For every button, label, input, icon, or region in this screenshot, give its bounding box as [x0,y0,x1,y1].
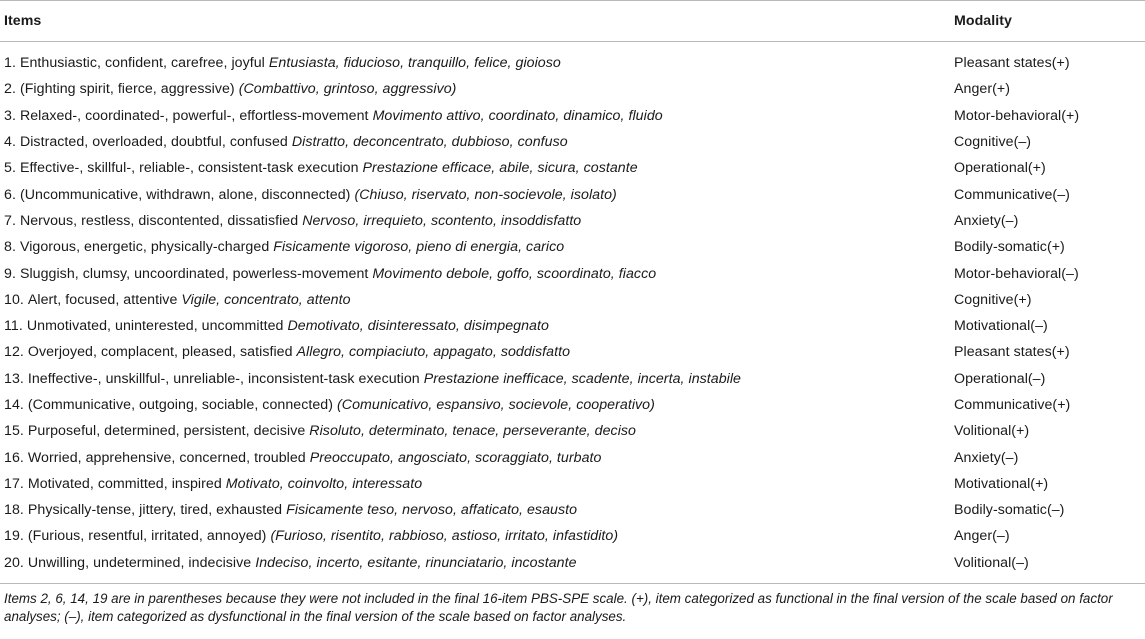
item-cell [0,287,954,313]
item-number: 20. [4,554,24,571]
item-italian: Preoccupato, angosciato, scoraggiato, turbato [309,449,602,466]
item-italian: (Furioso, risentito, rabbioso, astioso, irritato, infastidito) [270,528,619,545]
modality-cell: Cognitive(+) [954,291,1032,308]
modality-cell: Pleasant states(+) [954,344,1070,361]
item-cell [0,234,954,260]
item-english: (Fighting spirit, fierce, aggressive) [19,81,235,98]
item-italian: Indeciso, incerto, esitante, rinunciatario, incostante [255,554,577,571]
item-cell [0,471,954,497]
table-row [0,471,1145,497]
item-cell [0,103,954,129]
item-cell [0,42,954,77]
modality-cell: Cognitive(–) [954,134,1032,151]
item-cell [0,129,954,155]
item-italian: Movimento attivo, coordinato, dinamico, fluido [372,107,663,124]
item-number: 17. [4,475,24,492]
item-english: Vigorous, energetic, physically-charged [19,239,270,256]
modality-cell: Motor-behavioral(–) [954,265,1079,282]
item-italian: Fisicamente vigoroso, pieno di energia, carico [273,239,565,256]
item-cell [0,366,954,392]
item-number: 15. [4,423,24,440]
modality-cell: Pleasant states(+) [954,55,1070,72]
item-english: Overjoyed, complacent, pleased, satisfied [27,344,293,361]
table-row [0,260,1145,286]
item-cell [0,550,954,584]
header-modality: Modality [954,1,1145,42]
item-italian: Prestazione inefficace, scadente, incerta, instabile [423,370,742,387]
item-english: Worried, apprehensive, concerned, troubled [27,449,306,466]
table-row [0,418,1145,444]
item-number: 19. [4,528,24,545]
table-row [0,366,1145,392]
table-row [0,287,1145,313]
item-cell [0,313,954,339]
item-english: Sluggish, clumsy, uncoordinated, powerless-movement [19,265,369,282]
table-row [0,155,1145,181]
item-cell [0,444,954,470]
table-row [0,129,1145,155]
table-footnote: Items 2, 6, 14, 19 are in parentheses because they were not included in the final 16-item PBS-SPE scale. (+), item categorized as functional in the final version of the scale based on factor analyses; (–), item categorized as dysfunctional in the final version of the scale based on factor analyses. [4,590,1113,624]
item-english: Alert, focused, attentive [27,291,178,308]
item-english: (Uncommunicative, withdrawn, alone, disconnected) [19,186,351,203]
item-english: Ineffective-, unskillful-, unreliable-, inconsistent-task execution [27,370,420,387]
item-italian: Demotivato, disinteressato, disimpegnato [287,318,549,335]
table-row [0,550,1145,584]
item-cell [0,523,954,549]
modality-cell: Motivational(+) [954,475,1049,492]
item-number: 14. [4,397,24,413]
item-italian: Allegro, compiaciuto, appagato, soddisfatto [296,344,571,361]
item-cell [0,260,954,286]
item-number: 3. [4,107,16,124]
modality-cell: Motor-behavioral(+) [954,107,1080,124]
item-italian: Fisicamente teso, nervoso, affaticato, esausto [286,502,578,519]
item-cell [0,155,954,181]
item-number: 12. [4,344,24,361]
table-row [0,313,1145,339]
table-row [0,339,1145,365]
table-header-row [0,1,1145,42]
item-italian: (Chiuso, riservato, non-socievole, isolato) [354,186,617,203]
table-row [0,234,1145,260]
item-english: Purposeful, determined, persistent, decisive [27,423,306,440]
item-number: 11. [4,318,23,335]
table-row [0,523,1145,549]
modality-cell: Operational(+) [954,160,1046,177]
table-row [0,444,1145,470]
table-row [0,208,1145,234]
item-cell [0,181,954,207]
item-english: Enthusiastic, confident, carefree, joyful [19,55,265,72]
item-number: 18. [4,502,24,519]
table-row [0,181,1145,207]
item-english: Physically-tense, jittery, tired, exhausted [27,502,283,519]
modality-cell: Communicative(–) [954,186,1070,203]
item-cell [0,418,954,444]
item-italian: Prestazione efficace, abile, sicura, costante [362,160,638,177]
item-italian: Distratto, deconcentrato, dubbioso, confuso [291,134,568,151]
item-english: Motivated, committed, inspired [27,475,222,492]
item-cell [0,392,954,418]
item-italian: (Combattivo, grintoso, aggressivo) [238,81,457,98]
modality-cell: Volitional(–) [954,550,1145,584]
modality-cell: Operational(–) [954,370,1046,387]
modality-cell: Bodily-somatic(–) [954,502,1065,519]
item-english: Nervous, restless, discontented, dissatisfied [19,212,299,229]
item-italian: Risoluto, determinato, tenace, perseverante, deciso [309,423,636,440]
table-row [0,392,1145,418]
modality-cell: Communicative(+) [954,397,1071,413]
item-cell [0,76,954,102]
item-number: 7. [4,212,16,229]
item-number: 16. [4,449,24,466]
item-english: (Furious, resentful, irritated, annoyed) [27,528,267,545]
modality-cell: Volitional(+) [954,423,1030,440]
header-items: Items [0,1,954,42]
item-italian: Nervoso, irrequieto, scontento, insoddisfatto [302,212,582,229]
item-number: 1. [4,55,16,72]
table-row [0,42,1145,77]
item-number: 4. [4,134,16,151]
table-row [0,76,1145,102]
modality-cell: Bodily-somatic(+) [954,239,1065,256]
modality-cell: Motivational(–) [954,318,1048,335]
item-number: 2. [4,81,16,98]
modality-cell: Anxiety(–) [954,212,1019,229]
table-row [0,497,1145,523]
table-row [0,103,1145,129]
item-number: 5. [4,160,16,177]
item-english: (Communicative, outgoing, sociable, connected) [27,397,334,413]
table-body [0,42,1145,584]
item-number: 10. [4,291,24,308]
item-italian: (Comunicativo, espansivo, socievole, cooperativo) [337,397,655,413]
item-italian: Entusiasta, fiducioso, tranquillo, felice, gioioso [268,55,561,72]
item-italian: Movimento debole, goffo, scoordinato, fiacco [372,265,657,282]
item-italian: Vigile, concentrato, attento [181,291,351,308]
modality-cell: Anger(–) [954,528,1010,545]
item-english: Unmotivated, uninterested, uncommitted [26,318,284,335]
item-italian: Motivato, coinvolto, interessato [225,475,423,492]
item-english: Effective-, skillful-, reliable-, consistent-task execution [19,160,359,177]
item-cell [0,208,954,234]
item-english: Distracted, overloaded, doubtful, confused [19,134,288,151]
item-cell [0,497,954,523]
item-english: Relaxed-, coordinated-, powerful-, effortless-movement [19,107,369,124]
modality-cell: Anger(+) [954,81,1010,98]
item-number: 13. [4,370,24,387]
item-english: Unwilling, undetermined, indecisive [27,554,252,571]
modality-cell: Anxiety(–) [954,449,1019,466]
item-cell [0,339,954,365]
item-number: 8. [4,239,16,256]
item-number: 6. [4,186,16,203]
item-number: 9. [4,265,16,282]
